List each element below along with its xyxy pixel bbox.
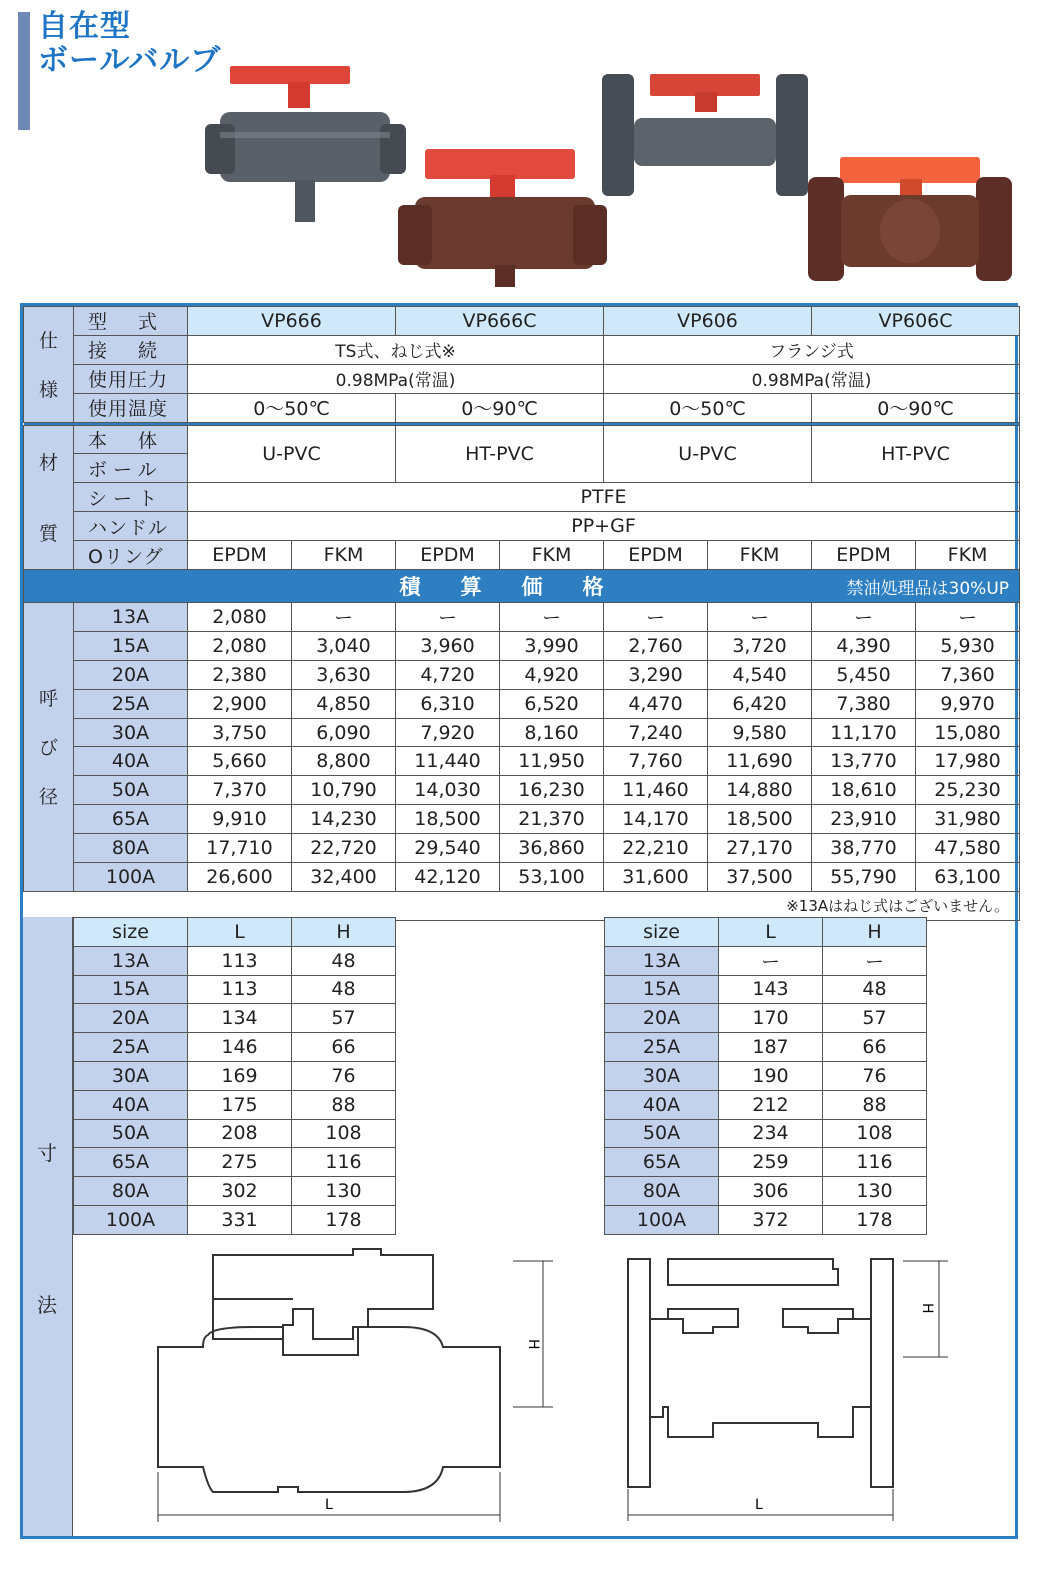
label-l-right: L [755, 1497, 763, 1513]
valve-photo-vp666 [200, 62, 410, 227]
price-cell: 25,230 [916, 776, 1020, 805]
dim-cell: 178 [292, 1205, 396, 1234]
dim-header: H [823, 918, 927, 947]
price-cell: 7,380 [812, 689, 916, 718]
oring-7: EPDM [812, 541, 916, 570]
dim-cell: 48 [292, 946, 396, 975]
price-cell: 7,360 [916, 660, 1020, 689]
dim-cell: ー [719, 946, 823, 975]
dim-cell: 275 [188, 1148, 292, 1177]
spec-side-label: 仕 様 [24, 307, 74, 423]
price-row [24, 631, 1020, 660]
dim-cell: 57 [823, 1004, 927, 1033]
drawing-union-valve [143, 1247, 563, 1527]
dim-header: L [719, 918, 823, 947]
dim-cell: 13A [74, 946, 188, 975]
dimension-section [23, 917, 1015, 1536]
dim-cell: 108 [292, 1119, 396, 1148]
price-size: 50A [74, 776, 188, 805]
dim-cell: 48 [292, 975, 396, 1004]
price-size: 30A [74, 718, 188, 747]
dim-cell: 175 [188, 1090, 292, 1119]
dim-row [74, 975, 396, 1004]
model-vp666c: VP666C [396, 307, 604, 336]
price-size: 100A [74, 863, 188, 892]
temp-1: 0～50℃ [188, 393, 396, 422]
title-line-2: ボールバルブ [38, 43, 222, 78]
label-h-right: H [919, 1303, 935, 1314]
price-cell: 9,970 [916, 689, 1020, 718]
dim-cell: 80A [605, 1177, 719, 1206]
dim-cell: 130 [292, 1177, 396, 1206]
price-cell: 32,400 [292, 863, 396, 892]
price-cell: 13,770 [812, 747, 916, 776]
dim-cell: 108 [823, 1119, 927, 1148]
label-l-left: L [325, 1497, 333, 1513]
price-cell: 36,860 [500, 834, 604, 863]
price-cell: 8,160 [500, 718, 604, 747]
price-cell: 11,170 [812, 718, 916, 747]
dim-cell: 40A [74, 1090, 188, 1119]
price-cell: 3,960 [396, 631, 500, 660]
price-row [24, 689, 1020, 718]
price-cell: ー [500, 603, 604, 632]
oring-3: EPDM [396, 541, 500, 570]
price-cell: 6,420 [708, 689, 812, 718]
valve-photo-vp606 [600, 70, 810, 200]
dim-header: L [188, 918, 292, 947]
price-cell: 21,370 [500, 805, 604, 834]
price-cell: 7,760 [604, 747, 708, 776]
page-title [38, 10, 221, 78]
temp-3: 0～50℃ [604, 393, 812, 422]
price-cell: 4,850 [292, 689, 396, 718]
price-cell: 37,500 [708, 863, 812, 892]
price-size: 40A [74, 747, 188, 776]
dim-cell: 65A [74, 1148, 188, 1177]
dim-cell: 170 [719, 1004, 823, 1033]
dim-cell: ー [823, 946, 927, 975]
price-cell: 6,310 [396, 689, 500, 718]
price-size: 65A [74, 805, 188, 834]
price-cell: 11,690 [708, 747, 812, 776]
conn-ts: TS式、ねじ式※ [188, 335, 604, 364]
price-header [24, 570, 1020, 603]
price-cell: ー [396, 603, 500, 632]
dimension-table-left [73, 917, 396, 1235]
dim-cell: 178 [823, 1205, 927, 1234]
price-cell: 5,930 [916, 631, 1020, 660]
price-cell: 38,770 [812, 834, 916, 863]
price-cell: 2,900 [188, 689, 292, 718]
price-note: 禁油処理品は30%UP [846, 579, 1010, 600]
dim-row [605, 1148, 927, 1177]
dim-cell: 40A [605, 1090, 719, 1119]
price-size: 13A [74, 603, 188, 632]
dim-cell: 15A [74, 975, 188, 1004]
handle-label: ハンドル [74, 512, 188, 541]
dim-cell: 57 [292, 1004, 396, 1033]
label-h-left: H [525, 1339, 541, 1350]
dim-row [605, 946, 927, 975]
dim-row [74, 1119, 396, 1148]
pressure-1: 0.98MPa(常温) [188, 364, 604, 393]
price-title: 積算価格 [399, 575, 644, 600]
dim-row [74, 1033, 396, 1062]
dim-cell: 190 [719, 1061, 823, 1090]
conn-flange: フランジ式 [604, 335, 1020, 364]
dim-row [74, 1177, 396, 1206]
dimension-table-right [604, 917, 927, 1235]
price-cell: 14,880 [708, 776, 812, 805]
price-cell: 31,600 [604, 863, 708, 892]
price-cell: 15,080 [916, 718, 1020, 747]
price-cell: 4,920 [500, 660, 604, 689]
seat-value: PTFE [188, 483, 1020, 512]
oring-5: EPDM [604, 541, 708, 570]
dim-row [605, 1090, 927, 1119]
dim-cell: 259 [719, 1148, 823, 1177]
price-row [24, 834, 1020, 863]
price-row [24, 863, 1020, 892]
dim-cell: 306 [719, 1177, 823, 1206]
dim-cell: 88 [292, 1090, 396, 1119]
price-cell: 8,800 [292, 747, 396, 776]
body-label: 本 体 [74, 425, 188, 454]
temp-2: 0～90℃ [396, 393, 604, 422]
price-cell: 3,720 [708, 631, 812, 660]
price-cell: 2,760 [604, 631, 708, 660]
body-3: U-PVC [604, 425, 812, 483]
dim-row [74, 1205, 396, 1234]
dim-cell: 100A [605, 1205, 719, 1234]
dim-cell: 50A [74, 1119, 188, 1148]
price-size: 80A [74, 834, 188, 863]
price-cell: 7,370 [188, 776, 292, 805]
price-cell: 27,170 [708, 834, 812, 863]
price-cell: 16,230 [500, 776, 604, 805]
price-cell: 3,750 [188, 718, 292, 747]
dim-cell: 212 [719, 1090, 823, 1119]
oring-1: EPDM [188, 541, 292, 570]
price-cell: 14,030 [396, 776, 500, 805]
pressure-label: 使用圧力 [74, 364, 188, 393]
price-cell: 18,500 [396, 805, 500, 834]
dimension-side-label [23, 917, 73, 1536]
price-row [24, 747, 1020, 776]
oring-label: Oリング [74, 541, 188, 570]
price-row [24, 718, 1020, 747]
price-cell: 17,710 [188, 834, 292, 863]
dim-row [605, 1119, 927, 1148]
dim-cell: 169 [188, 1061, 292, 1090]
dim-cell: 20A [605, 1004, 719, 1033]
price-cell: 63,100 [916, 863, 1020, 892]
price-cell: 3,040 [292, 631, 396, 660]
price-cell: 4,540 [708, 660, 812, 689]
oring-8: FKM [916, 541, 1020, 570]
price-cell: ー [604, 603, 708, 632]
price-cell: 3,290 [604, 660, 708, 689]
price-cell: 4,390 [812, 631, 916, 660]
price-cell: 47,580 [916, 834, 1020, 863]
dim-cell: 100A [74, 1205, 188, 1234]
conn-label: 接 続 [74, 335, 188, 364]
dim-cell: 65A [605, 1148, 719, 1177]
price-cell: 11,950 [500, 747, 604, 776]
price-cell: 7,920 [396, 718, 500, 747]
price-cell: 26,600 [188, 863, 292, 892]
price-cell: 42,120 [396, 863, 500, 892]
dim-header: H [292, 918, 396, 947]
price-cell: ー [812, 603, 916, 632]
price-size: 20A [74, 660, 188, 689]
price-cell: ー [708, 603, 812, 632]
pressure-2: 0.98MPa(常温) [604, 364, 1020, 393]
price-cell: 7,240 [604, 718, 708, 747]
dim-cell: 50A [605, 1119, 719, 1148]
dim-cell: 234 [719, 1119, 823, 1148]
price-cell: 9,910 [188, 805, 292, 834]
price-cell: 6,090 [292, 718, 396, 747]
dim-row [605, 1033, 927, 1062]
price-cell: 4,720 [396, 660, 500, 689]
price-cell: 9,580 [708, 718, 812, 747]
price-cell: 22,720 [292, 834, 396, 863]
price-footnote: ※13Aはねじ式はございません。 [24, 891, 1020, 920]
dim-cell: 88 [823, 1090, 927, 1119]
price-row [24, 805, 1020, 834]
dim-row [74, 1061, 396, 1090]
oring-4: FKM [500, 541, 604, 570]
dim-row [605, 975, 927, 1004]
price-cell: 5,660 [188, 747, 292, 776]
price-cell: 5,450 [812, 660, 916, 689]
price-cell: 3,630 [292, 660, 396, 689]
model-vp606c: VP606C [812, 307, 1020, 336]
oring-2: FKM [292, 541, 396, 570]
dim-cell: 113 [188, 975, 292, 1004]
dim-row [605, 1061, 927, 1090]
price-cell: 29,540 [396, 834, 500, 863]
price-cell: ー [292, 603, 396, 632]
price-cell: 3,990 [500, 631, 604, 660]
dim-cell: 20A [74, 1004, 188, 1033]
valve-photo-vp606c [805, 155, 1015, 285]
price-row [24, 776, 1020, 805]
handle-value: PP+GF [188, 512, 1020, 541]
price-cell: ー [916, 603, 1020, 632]
model-vp666: VP666 [188, 307, 396, 336]
type-label: 型 式 [74, 307, 188, 336]
temp-4: 0～90℃ [812, 393, 1020, 422]
title-accent-bar [18, 12, 30, 130]
dim-header: size [605, 918, 719, 947]
dim-header: size [74, 918, 188, 947]
model-vp606: VP606 [604, 307, 812, 336]
price-cell: 11,460 [604, 776, 708, 805]
dim-cell: 331 [188, 1205, 292, 1234]
dim-cell: 116 [823, 1148, 927, 1177]
price-row [24, 603, 1020, 632]
dim-row [74, 946, 396, 975]
body-4: HT-PVC [812, 425, 1020, 483]
price-cell: 53,100 [500, 863, 604, 892]
price-cell: 18,500 [708, 805, 812, 834]
dim-cell: 15A [605, 975, 719, 1004]
price-cell: 55,790 [812, 863, 916, 892]
dim-side-char-1: 寸 [37, 1141, 57, 1165]
price-cell: 10,790 [292, 776, 396, 805]
dim-cell: 116 [292, 1148, 396, 1177]
dim-cell: 30A [605, 1061, 719, 1090]
dim-cell: 25A [605, 1033, 719, 1062]
price-row [24, 660, 1020, 689]
dim-row [605, 1004, 927, 1033]
spec-table [23, 306, 1020, 921]
dim-cell: 208 [188, 1119, 292, 1148]
body-2: HT-PVC [396, 425, 604, 483]
price-cell: 14,170 [604, 805, 708, 834]
price-side-label: 呼 び 径 [24, 603, 74, 892]
ball-label: ボール [74, 454, 188, 483]
dim-cell: 113 [188, 946, 292, 975]
drawing-flange-valve [623, 1257, 963, 1527]
title-line-1: 自在型 [38, 9, 131, 44]
price-cell: 14,230 [292, 805, 396, 834]
price-size: 25A [74, 689, 188, 718]
oring-6: FKM [708, 541, 812, 570]
dim-cell: 143 [719, 975, 823, 1004]
dim-cell: 25A [74, 1033, 188, 1062]
dim-cell: 48 [823, 975, 927, 1004]
price-cell: 31,980 [916, 805, 1020, 834]
dim-cell: 13A [605, 946, 719, 975]
price-cell: 2,080 [188, 603, 292, 632]
spec-sheet [20, 303, 1018, 1539]
dim-cell: 130 [823, 1177, 927, 1206]
valve-photo-vp666c [395, 145, 610, 290]
dim-cell: 76 [823, 1061, 927, 1090]
dim-row [74, 1090, 396, 1119]
price-cell: 11,440 [396, 747, 500, 776]
dim-side-char-2: 法 [37, 1293, 57, 1317]
price-cell: 17,980 [916, 747, 1020, 776]
dim-cell: 66 [823, 1033, 927, 1062]
dim-cell: 134 [188, 1004, 292, 1033]
price-cell: 6,520 [500, 689, 604, 718]
material-side-label: 材 質 [24, 425, 74, 569]
dim-row [74, 1148, 396, 1177]
dim-cell: 302 [188, 1177, 292, 1206]
price-cell: 2,080 [188, 631, 292, 660]
price-cell: 22,210 [604, 834, 708, 863]
dim-cell: 66 [292, 1033, 396, 1062]
dim-cell: 372 [719, 1205, 823, 1234]
temp-label: 使用温度 [74, 393, 188, 422]
dim-cell: 187 [719, 1033, 823, 1062]
dim-row [605, 1177, 927, 1206]
dim-row [605, 1205, 927, 1234]
seat-label: シート [74, 483, 188, 512]
body-1: U-PVC [188, 425, 396, 483]
dim-cell: 76 [292, 1061, 396, 1090]
price-cell: 2,380 [188, 660, 292, 689]
dim-row [74, 1004, 396, 1033]
price-cell: 23,910 [812, 805, 916, 834]
price-cell: 4,470 [604, 689, 708, 718]
price-cell: 18,610 [812, 776, 916, 805]
dim-cell: 30A [74, 1061, 188, 1090]
dim-cell: 146 [188, 1033, 292, 1062]
dim-cell: 80A [74, 1177, 188, 1206]
price-size: 15A [74, 631, 188, 660]
